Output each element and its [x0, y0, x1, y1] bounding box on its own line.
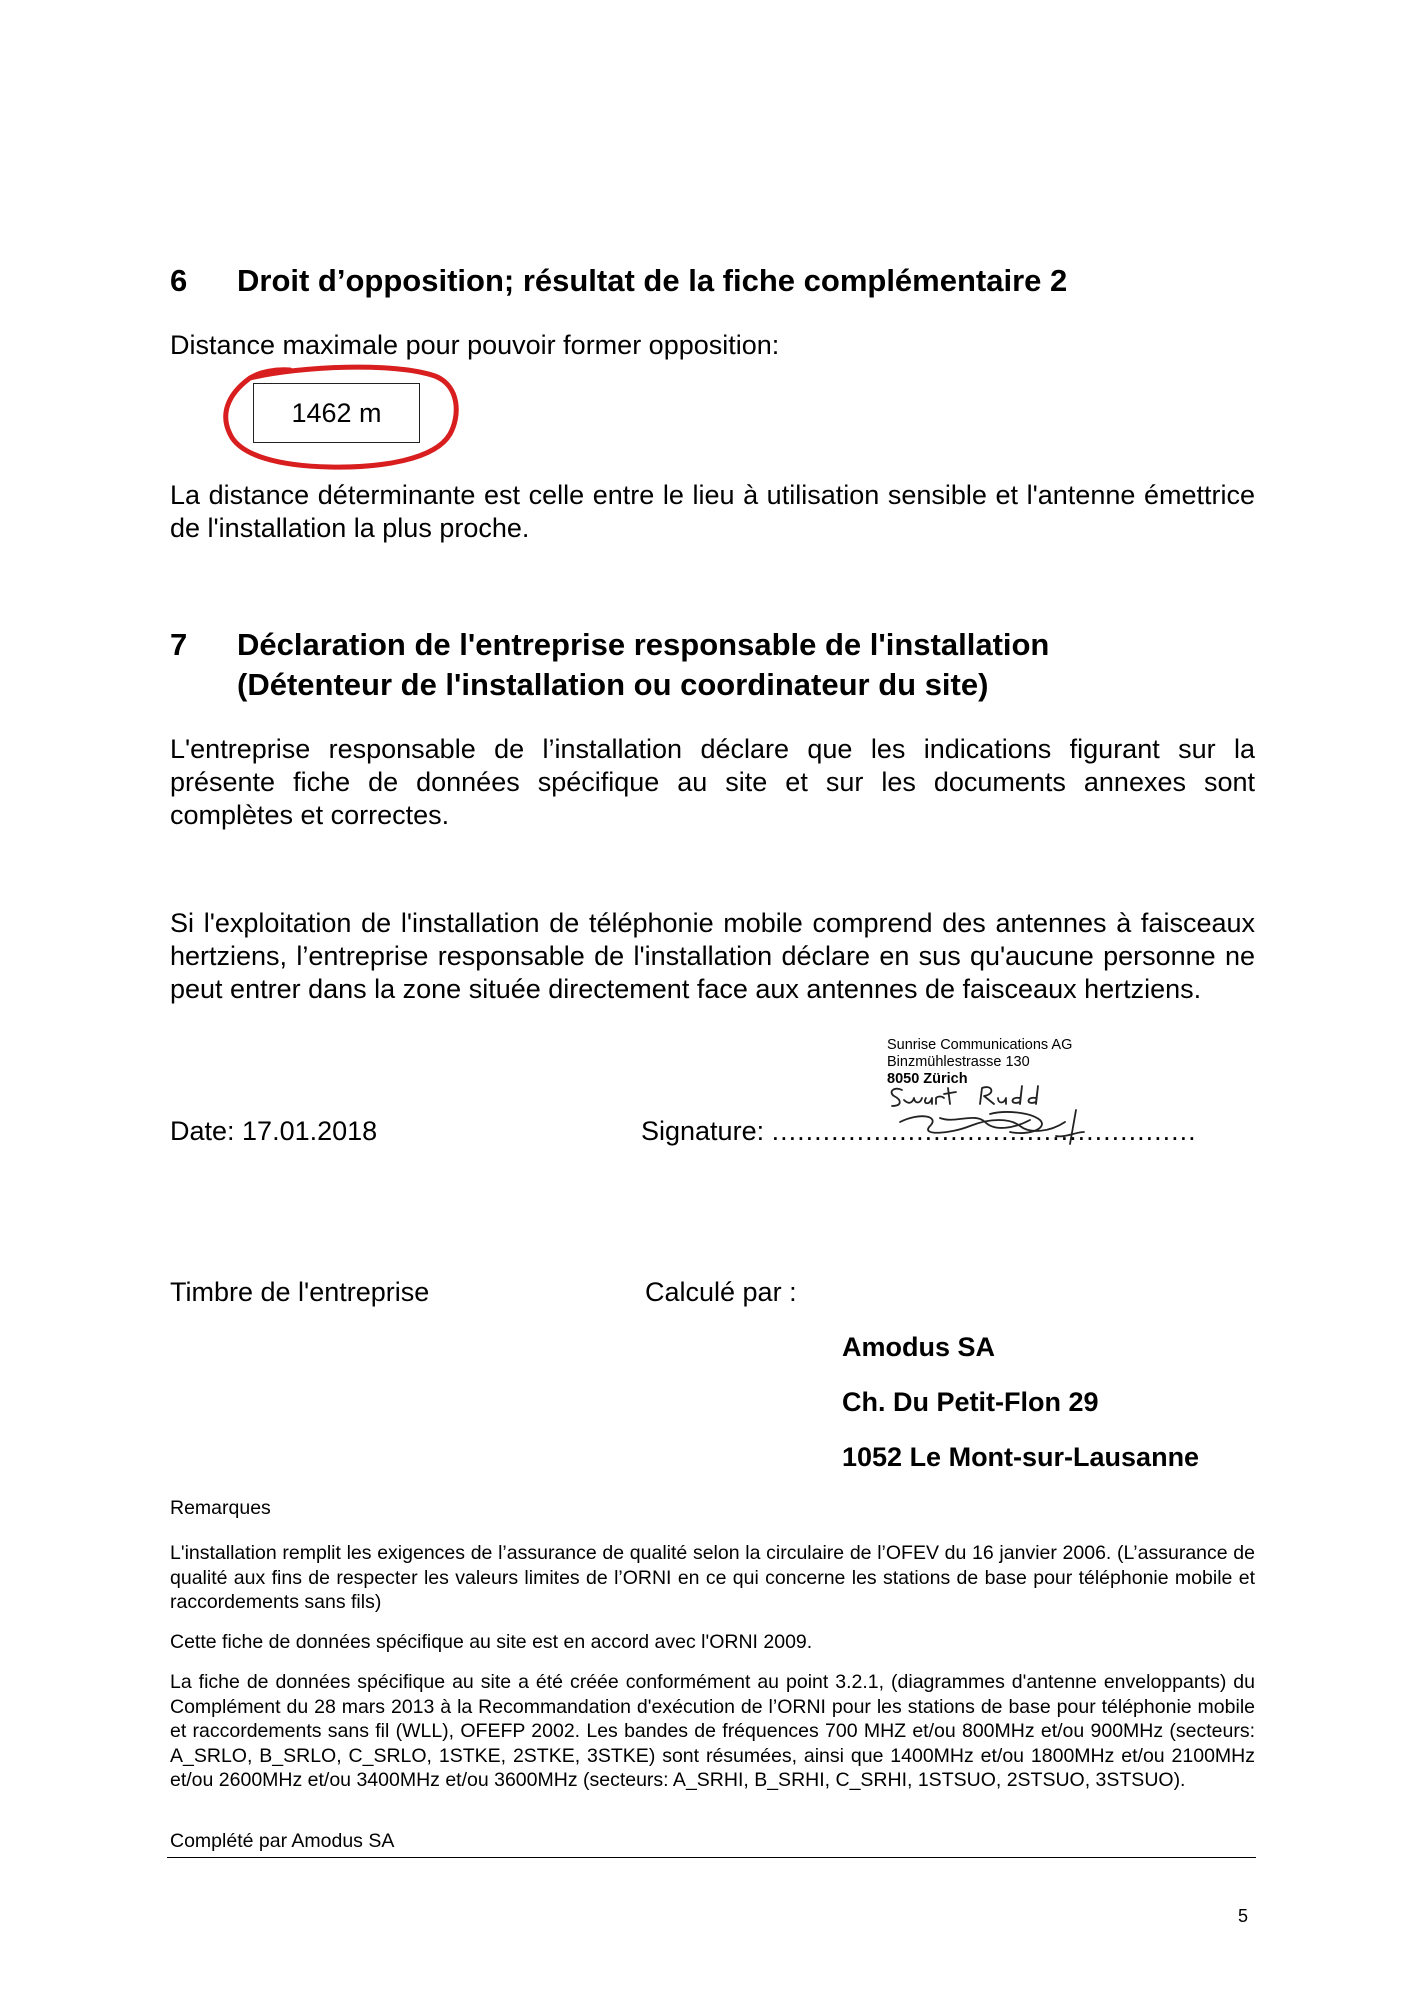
distance-note: La distance déterminante est celle entre le lieu à utilisation sensible et l'antenne émettrice de l'installation la plus proche. — [170, 480, 1255, 543]
timbre-label: Timbre de l'entreprise — [170, 1277, 430, 1307]
stamp-city: 8050 Zürich — [887, 1071, 968, 1087]
calculator-street: Ch. Du Petit-Flon 29 — [842, 1387, 1099, 1417]
calculator-city: 1052 Le Mont-sur-Lausanne — [842, 1442, 1200, 1472]
remark-4: Complété par Amodus SA — [170, 1830, 395, 1852]
annotation-circle — [220, 364, 465, 476]
section-title: Droit d’opposition; résultat de la fiche complémentaire 2 — [237, 263, 1068, 298]
declaration-paragraph-1: L'entreprise responsable de l’installation déclare que les indications figurant sur la présente fiche de données spécifique au site et sur les documents annexes sont complètes et correctes. — [170, 734, 1255, 830]
remark-1: L'installation remplit les exigences de l’assurance de qualité selon la circulaire de l’OFEV du 16 janvier 2006. (L’assurance de qualité aux fins de respecter les valeurs limites de l’ORNI en ce qui concerne les stations de base pour téléphonie mobile et raccordements sans fils) — [170, 1542, 1255, 1613]
signature-line — [641, 1115, 1197, 1148]
remark-2: Cette fiche de données spécifique au site est en accord avec l'ORNI 2009. — [170, 1631, 813, 1653]
section-7-heading — [170, 625, 1270, 665]
distance-label: Distance maximale pour pouvoir former opposition: — [170, 330, 780, 360]
date-label: Date: 17.01.2018 — [170, 1116, 378, 1146]
section-number: 6 — [170, 263, 188, 298]
signature-dots: .................................................. — [771, 1116, 1197, 1146]
distance-value: 1462 m — [291, 397, 382, 428]
stamp-company: Sunrise Communications AG — [887, 1037, 1073, 1053]
section-title-line2: (Détenteur de l'installation ou coordinateur du site) — [237, 667, 989, 702]
section-number: 7 — [170, 627, 188, 662]
declaration-paragraph-2: Si l'exploitation de l'installation de téléphonie mobile comprend des antennes à faisceaux hertziens, l’entreprise responsable de l'installation déclare en sus qu'aucune personne ne peut entrer dans la zone située directement face aux antennes de faisceaux hertziens. — [170, 908, 1255, 1004]
calculator-name: Amodus SA — [842, 1332, 996, 1362]
section-6-heading — [170, 261, 1270, 301]
remarks-heading: Remarques — [170, 1497, 271, 1519]
section-title-line1: Déclaration de l'entreprise responsable de l'installation — [237, 627, 1050, 662]
footer-rule — [167, 1857, 1256, 1858]
stamp-street: Binzmühlestrasse 130 — [887, 1054, 1030, 1070]
company-stamp — [887, 1037, 1072, 1088]
page-number: 5 — [1238, 1906, 1249, 1926]
remark-3: La fiche de données spécifique au site a été créée conformément au point 3.2.1, (diagrammes d'antenne enveloppants) du Complément du 28 mars 2013 à la Recommandation d'exécution de l’ORNI pour les stations de base pour téléphonie mobile et raccordements sans fil (WLL), OFEFP 2002. Les bandes de fréquences 700 MHZ et/ou 800MHz et/ou 900MHz (secteurs: A_SRLO, B_SRLO, C_SRLO, 1STKE, 2STKE, 3STKE) sont résumées, ainsi que 1400MHz et/ou 1800MHz et/ou 2100MHz et/ou 2600MHz et/ou 3400MHz et/ou 3600MHz (secteurs: A_SRHI, B_SRHI, C_SRHI, 1STSUO, 2STSUO, 3STSUO). — [170, 1671, 1255, 1791]
signature-label: Signature: — [641, 1116, 765, 1146]
calcule-label: Calculé par : — [645, 1277, 797, 1307]
